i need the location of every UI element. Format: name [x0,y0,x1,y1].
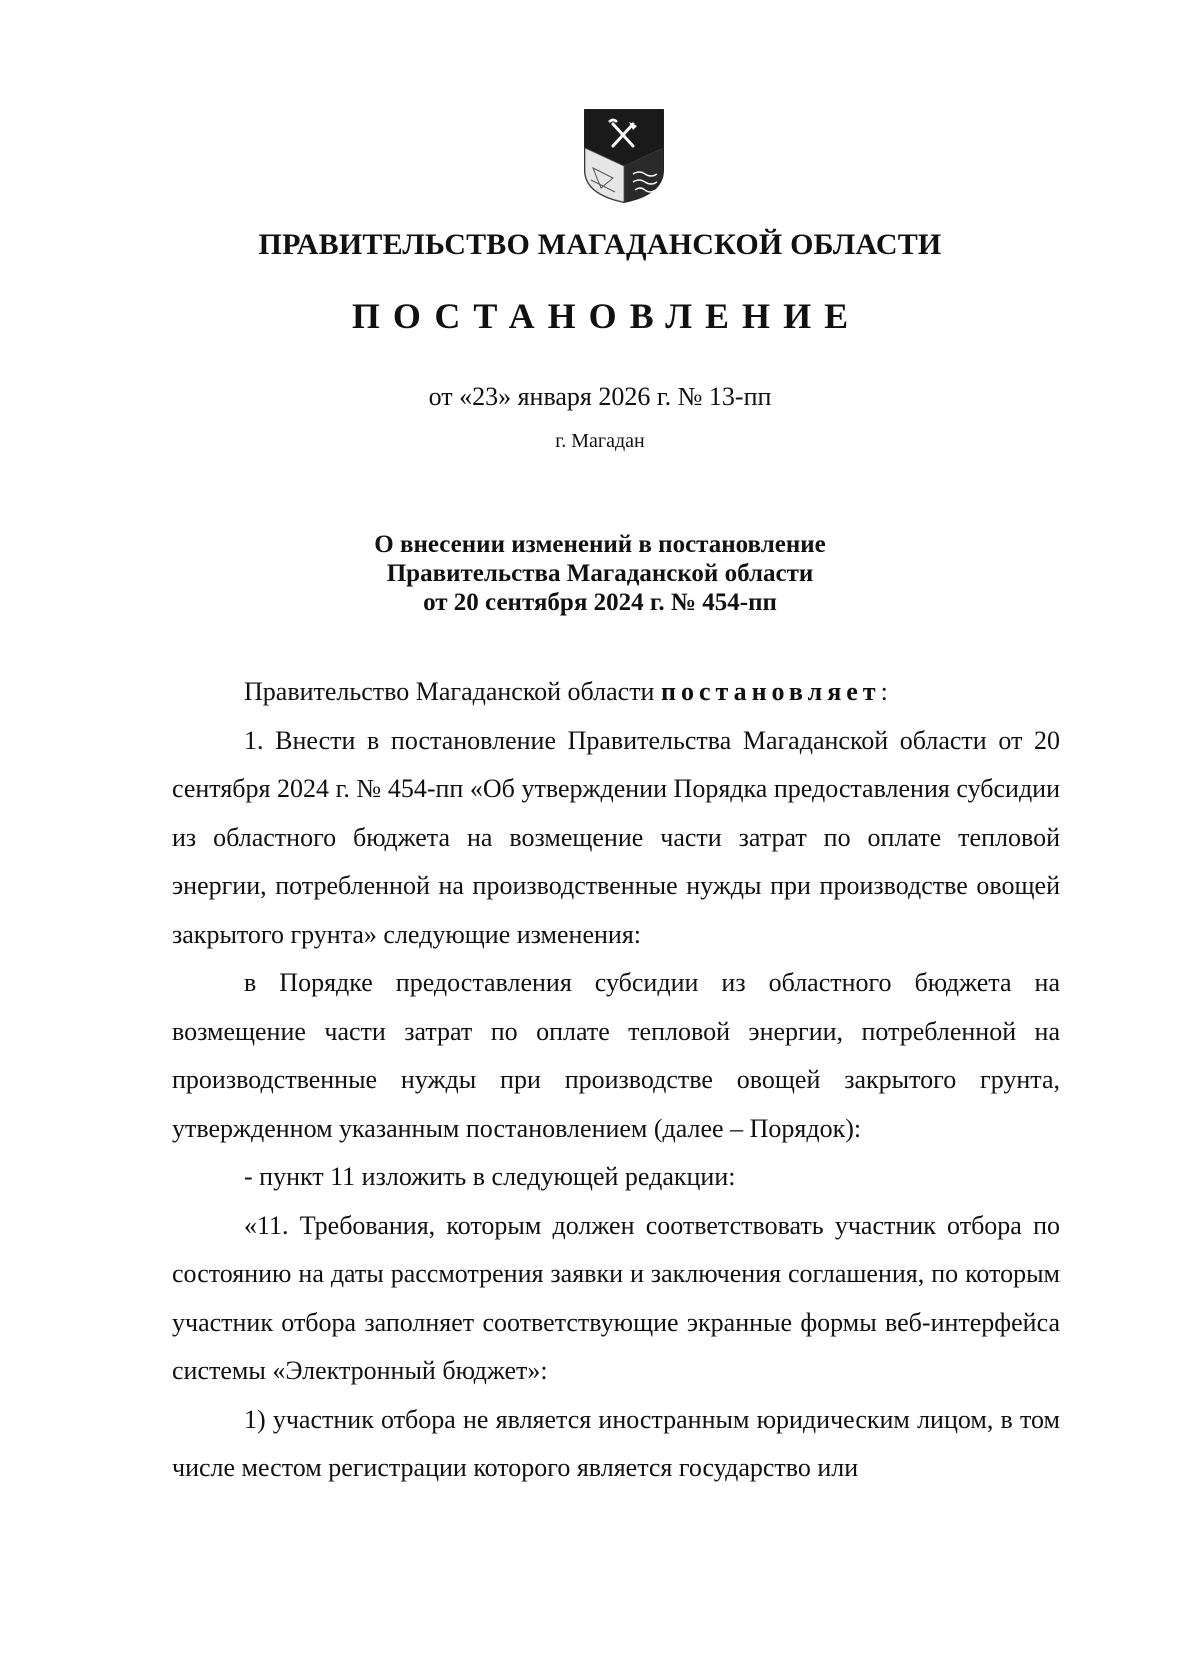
preamble-paragraph [172,668,1060,717]
government-title: ПРАВИТЕЛЬСТВО МАГАДАНСКОЙ ОБЛАСТИ [258,228,942,261]
subject-line-3: от 20 сентября 2024 г. № 454-пп [423,589,777,616]
coat-of-arms-emblem [583,108,665,204]
document-date-number: от «23» января 2026 г. № 13-пп [428,382,772,411]
subject-line-2: Правительства Магаданской области [386,560,814,587]
document-body [172,668,1060,1493]
paragraph-3: - пункт 11 изложить в следующей редакции: [244,1162,736,1191]
paragraph-1: 1. Внести в постановление Правительства Магаданской области от 20 сентября 2024 г. № 454-пп «Об утверждении Порядка предоставления субсидии из областного бюджета на возмещение части затрат по оплате тепловой энергии, потребленной на производственные нужды при производстве овощей закрытого грунта» следующие изменения: [172,725,1060,949]
preamble-start: Правительство Магаданской области [244,677,661,706]
document-type: ПОСТАНОВЛЕНИЕ [351,296,862,336]
document-subject [0,530,1200,617]
preamble-verb: постановляет [660,677,881,706]
paragraph-4: «11. Требования, которым должен соответствовать участник отбора по состоянию на даты рассмотрения заявки и заключения соглашения, по которым участник отбора заполняет соответствующие экранные формы веб-интерфейса системы «Электронный бюджет»: [172,1210,1060,1385]
document-place: г. Магадан [555,430,645,452]
preamble-end: : [880,677,888,706]
paragraph-2: в Порядке предоставления субсидии из областного бюджета на возмещение части затрат по оплате тепловой энергии, потребленной на производственные нужды при производстве овощей закрытого грунта, утвержденном указанным постановлением (далее – Порядок): [172,968,1060,1143]
subject-line-1: О внесении изменений в постановление [374,531,826,558]
paragraph-5: 1) участник отбора не является иностранным юридическим лицом, в том числе местом регистрации которого является государство или [172,1404,1060,1482]
